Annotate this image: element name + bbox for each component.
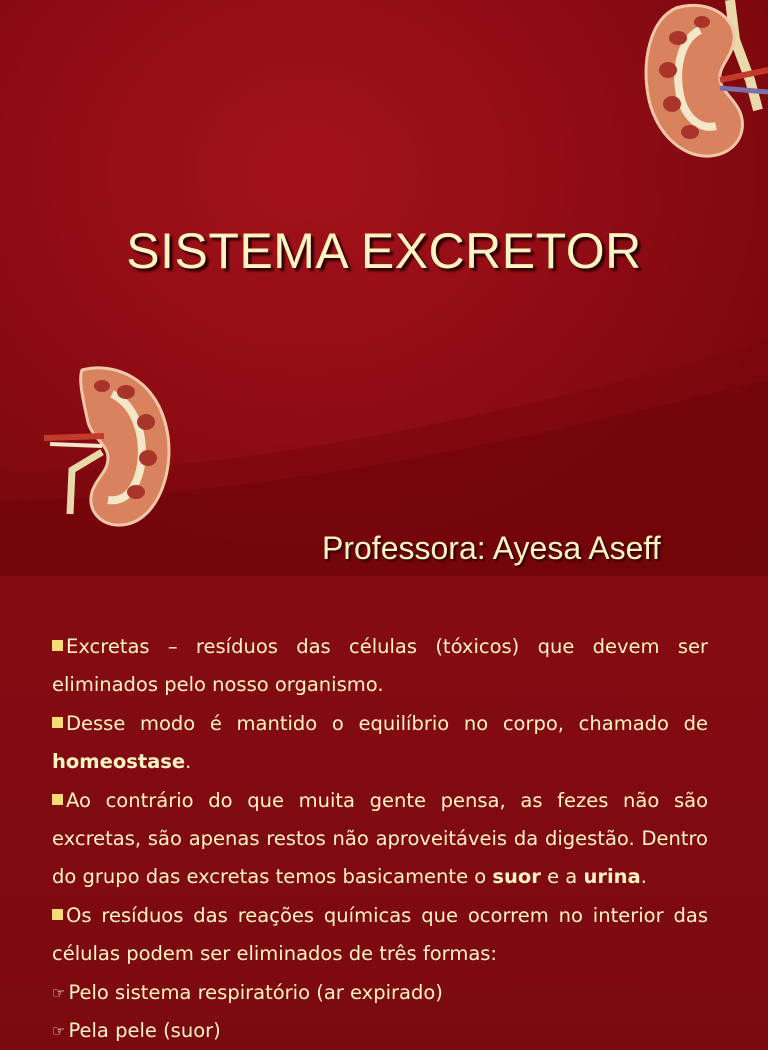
term-homeostase: homeostase — [52, 750, 186, 774]
presenter-name: Professora: Ayesa Aseff — [322, 530, 661, 566]
slide-body — [52, 628, 708, 1050]
kidney-illustration-top — [640, 0, 768, 160]
square-bullet-icon — [52, 794, 63, 805]
sub-list-item: ☞ Pela pele (suor) — [52, 1012, 708, 1050]
square-bullet-icon — [52, 640, 63, 651]
slide-title: SISTEMA EXCRETOR — [126, 223, 642, 279]
pointing-hand-icon: ☞ — [52, 983, 66, 1002]
kidney-illustration-left — [42, 366, 174, 530]
list-item: Desse modo é mantido o equilíbrio no corpo, chamado de homeostase. — [52, 711, 708, 774]
list-item: Excretas – resíduos das células (tóxicos) que devem ser eliminados pelo nosso organismo. — [52, 635, 708, 697]
sub-list-item: ☞ Pelo sistema respiratório (ar expirado) — [52, 974, 708, 1012]
square-bullet-icon — [52, 717, 63, 728]
list-item: Ao contrário do que muita gente pensa, as fezes não são excretas, são apenas restos não aproveitáveis da digestão. Dentro do grupo das excretas temos basicamente o suor e a urina. — [52, 788, 708, 889]
pointing-hand-icon: ☞ — [52, 1022, 66, 1041]
content-slide — [0, 576, 768, 1043]
term-urina: urina — [583, 865, 641, 889]
square-bullet-icon — [52, 909, 63, 920]
term-suor: suor — [492, 865, 541, 889]
list-item: Os resíduos das reações químicas que ocorrem no interior das células podem ser eliminados de três formas: — [52, 903, 708, 966]
